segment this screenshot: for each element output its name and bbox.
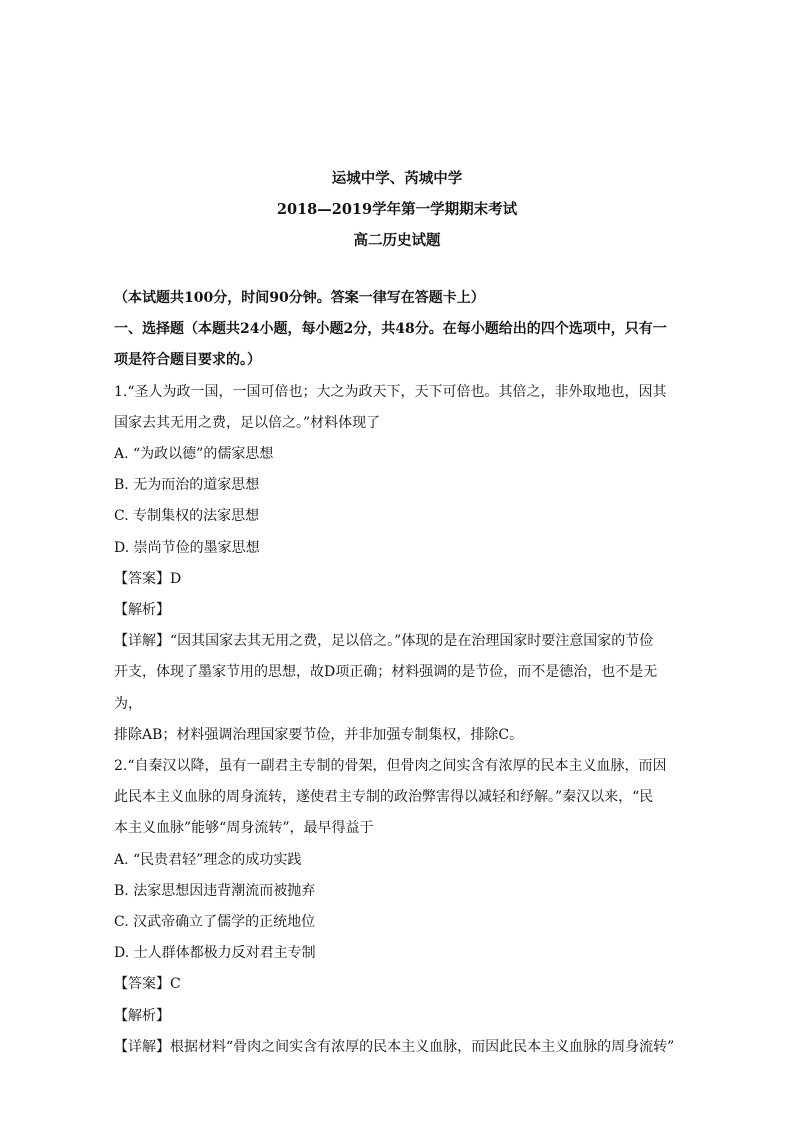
question-2-option-b: B. 法家思想因违背潮流而被抛弃 (114, 882, 316, 899)
question-2-stem: 此民本主义血脉的周身流转，遂使君主专制的政治弊害得以减轻和纾解。”秦汉以来，“民 (114, 789, 654, 806)
section-title-line: 一、选择题（本题共24小题，每小题2分，共48分。在每小题给出的四个选项中，只有一 (114, 321, 667, 338)
question-2-answer: 【答案】C (114, 976, 181, 993)
instructions: （本试题共100分，时间90分钟。答案一律写在答题卡上） (114, 290, 485, 306)
question-1-detail: 开支，体现了墨家节用的思想，故D项正确；材料强调的是节俭，而不是德治，也不是无为， (114, 664, 658, 712)
question-1-analysis-label: 【解析】 (114, 602, 170, 619)
question-1-option-d: D. 崇尚节俭的墨家思想 (114, 539, 260, 556)
question-2-detail: 【详解】根据材料“骨肉之间实含有浓厚的民本主义血脉，而因此民本主义血脉的周身流转” (114, 1038, 675, 1055)
question-1-detail: 排除AB；材料强调治理国家要节俭，并非加强专制集权，排除C。 (114, 726, 524, 743)
question-1-option-c: C. 专制集权的法家思想 (114, 508, 260, 525)
question-1-option-b: B. 无为而治的道家思想 (114, 477, 260, 494)
question-2-option-a: A. “民贵君轻”理念的成功实践 (114, 851, 302, 868)
section-title-line: 项是符合题目要求的。） (114, 352, 261, 369)
question-2-option-c: C. 汉武帝确立了儒学的正统地位 (114, 914, 316, 931)
question-2-stem: 本主义血脉”能够“周身流转”，最早得益于 (114, 820, 374, 837)
exam-title: 2018—2019学年第一学期期末考试 (276, 201, 518, 218)
subject-title: 高二历史试题 (353, 232, 441, 249)
question-2-analysis-label: 【解析】 (114, 1007, 170, 1024)
school-title: 运城中学、芮城中学 (331, 170, 463, 187)
document-header (0, 163, 794, 256)
question-2-option-d: D. 士人群体都极力反对君主专制 (114, 945, 316, 962)
question-1-answer: 【答案】D (114, 570, 182, 587)
question-1-detail: 【详解】“因其国家去其无用之费，足以倍之。”体现的是在治理国家时要注意国家的节俭 (114, 633, 654, 650)
question-1-stem: 1.“圣人为政一国，一国可倍也；大之为政天下，天下可倍也。其倍之，非外取地也，因其 (114, 383, 667, 400)
question-2-stem: 2.“自秦汉以降，虽有一副君主专制的骨架，但骨肉之间实含有浓厚的民本主义血脉，而因 (114, 758, 667, 775)
question-1-option-a: A. “为政以德”的儒家思想 (114, 446, 274, 463)
document-body (114, 283, 684, 1063)
question-1-stem: 国家去其无用之费，足以倍之。”材料体现了 (114, 414, 381, 431)
